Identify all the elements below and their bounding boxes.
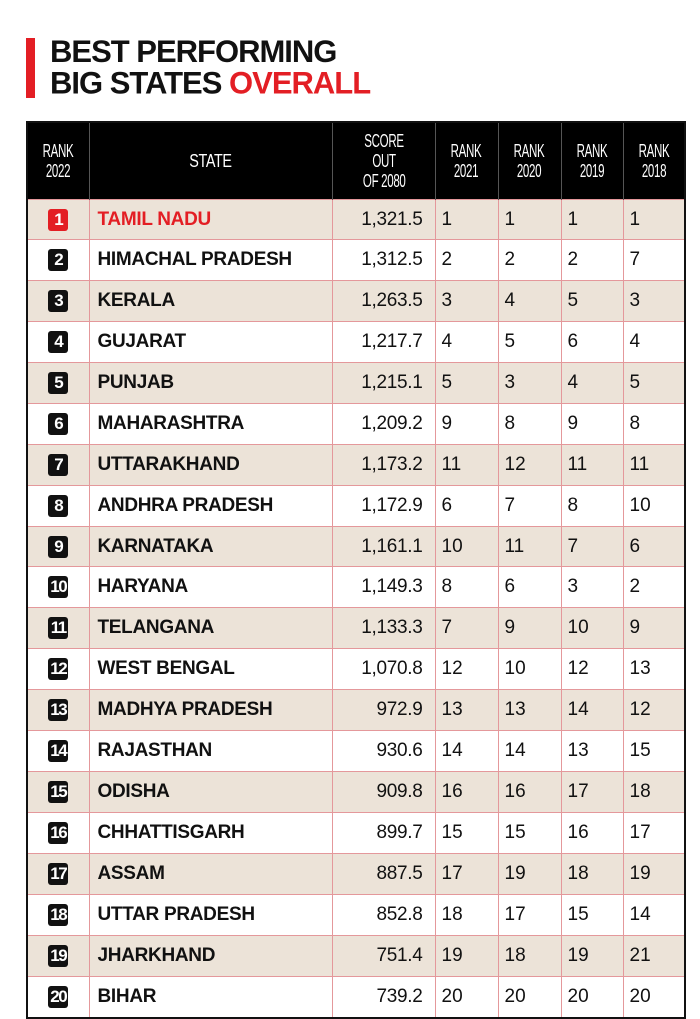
header-rank-2019: RANK 2019 bbox=[561, 122, 623, 200]
table-row bbox=[27, 200, 685, 240]
rank-2019-cell: 17 bbox=[561, 772, 623, 813]
table-row bbox=[27, 936, 685, 977]
table-row bbox=[27, 404, 685, 445]
table-row bbox=[27, 649, 685, 690]
rank-2018-cell: 19 bbox=[623, 854, 685, 895]
table-row bbox=[27, 322, 685, 363]
rank-cell bbox=[27, 486, 89, 527]
rank-badge: 2 bbox=[48, 249, 68, 271]
rank-2021-cell: 5 bbox=[435, 363, 498, 404]
rank-2020-cell: 19 bbox=[498, 854, 561, 895]
score-cell: 751.4 bbox=[332, 936, 435, 977]
rank-cell bbox=[27, 977, 89, 1019]
rank-cell bbox=[27, 813, 89, 854]
rank-cell bbox=[27, 445, 89, 486]
score-cell: 739.2 bbox=[332, 977, 435, 1019]
table-row bbox=[27, 527, 685, 567]
rank-2019-cell: 1 bbox=[561, 200, 623, 240]
state-name: TELANGANA bbox=[89, 608, 332, 649]
rank-2018-cell: 9 bbox=[623, 608, 685, 649]
rank-2018-cell: 17 bbox=[623, 813, 685, 854]
rank-2021-cell: 6 bbox=[435, 486, 498, 527]
rank-2019-cell: 5 bbox=[561, 281, 623, 322]
state-name: HIMACHAL PRADESH bbox=[89, 240, 332, 281]
rank-badge: 1 bbox=[48, 209, 68, 231]
table-row bbox=[27, 977, 685, 1019]
state-name: HARYANA bbox=[89, 567, 332, 608]
score-cell: 852.8 bbox=[332, 895, 435, 936]
state-name: KERALA bbox=[89, 281, 332, 322]
rank-2020-cell: 3 bbox=[498, 363, 561, 404]
score-cell: 909.8 bbox=[332, 772, 435, 813]
rank-2018-cell: 3 bbox=[623, 281, 685, 322]
state-name: TAMIL NADU bbox=[89, 200, 332, 240]
score-cell: 899.7 bbox=[332, 813, 435, 854]
rank-2021-cell: 9 bbox=[435, 404, 498, 445]
state-name: UTTAR PRADESH bbox=[89, 895, 332, 936]
table-row bbox=[27, 363, 685, 404]
rank-2020-cell: 20 bbox=[498, 977, 561, 1019]
rank-cell bbox=[27, 527, 89, 567]
rank-2021-cell: 11 bbox=[435, 445, 498, 486]
score-cell: 1,263.5 bbox=[332, 281, 435, 322]
rank-2019-cell: 18 bbox=[561, 854, 623, 895]
rank-2020-cell: 13 bbox=[498, 690, 561, 731]
table-header-row bbox=[27, 122, 685, 200]
rank-2019-cell: 20 bbox=[561, 977, 623, 1019]
state-name: MAHARASHTRA bbox=[89, 404, 332, 445]
rank-2020-cell: 11 bbox=[498, 527, 561, 567]
rank-badge: 4 bbox=[48, 331, 68, 353]
rank-cell bbox=[27, 690, 89, 731]
rank-2020-cell: 10 bbox=[498, 649, 561, 690]
header-rank-2018: RANK 2018 bbox=[623, 122, 685, 200]
rank-badge: 19 bbox=[48, 945, 68, 967]
rank-2019-cell: 10 bbox=[561, 608, 623, 649]
state-name: CHHATTISGARH bbox=[89, 813, 332, 854]
rank-2019-cell: 9 bbox=[561, 404, 623, 445]
rank-2020-cell: 2 bbox=[498, 240, 561, 281]
header-state: STATE bbox=[89, 122, 332, 200]
rank-2018-cell: 18 bbox=[623, 772, 685, 813]
rank-2021-cell: 17 bbox=[435, 854, 498, 895]
rank-2019-cell: 15 bbox=[561, 895, 623, 936]
score-cell: 1,217.7 bbox=[332, 322, 435, 363]
title-line-1: BEST PERFORMING bbox=[50, 33, 337, 70]
score-cell: 1,209.2 bbox=[332, 404, 435, 445]
rank-2020-cell: 16 bbox=[498, 772, 561, 813]
rank-2018-cell: 1 bbox=[623, 200, 685, 240]
score-cell: 1,173.2 bbox=[332, 445, 435, 486]
rank-2018-cell: 6 bbox=[623, 527, 685, 567]
rank-2019-cell: 2 bbox=[561, 240, 623, 281]
rank-cell bbox=[27, 281, 89, 322]
table-row bbox=[27, 731, 685, 772]
rank-cell bbox=[27, 404, 89, 445]
rank-2021-cell: 19 bbox=[435, 936, 498, 977]
state-name: PUNJAB bbox=[89, 363, 332, 404]
rank-2019-cell: 4 bbox=[561, 363, 623, 404]
rank-2020-cell: 9 bbox=[498, 608, 561, 649]
rank-2018-cell: 2 bbox=[623, 567, 685, 608]
rank-cell bbox=[27, 200, 89, 240]
rank-2018-cell: 13 bbox=[623, 649, 685, 690]
score-cell: 1,312.5 bbox=[332, 240, 435, 281]
rank-cell bbox=[27, 854, 89, 895]
state-name: ASSAM bbox=[89, 854, 332, 895]
rank-cell bbox=[27, 772, 89, 813]
table-body bbox=[27, 200, 685, 1019]
state-name: BIHAR bbox=[89, 977, 332, 1019]
rank-2020-cell: 8 bbox=[498, 404, 561, 445]
rank-cell bbox=[27, 240, 89, 281]
rank-badge: 9 bbox=[48, 536, 68, 558]
state-name: RAJASTHAN bbox=[89, 731, 332, 772]
rank-2021-cell: 16 bbox=[435, 772, 498, 813]
state-name: UTTARAKHAND bbox=[89, 445, 332, 486]
table-row bbox=[27, 772, 685, 813]
title-accent-bar bbox=[26, 38, 35, 98]
rank-2018-cell: 20 bbox=[623, 977, 685, 1019]
state-name: WEST BENGAL bbox=[89, 649, 332, 690]
table-row bbox=[27, 567, 685, 608]
table-row bbox=[27, 854, 685, 895]
rank-2020-cell: 4 bbox=[498, 281, 561, 322]
table-row bbox=[27, 813, 685, 854]
rank-2020-cell: 14 bbox=[498, 731, 561, 772]
state-name: ANDHRA PRADESH bbox=[89, 486, 332, 527]
rank-cell bbox=[27, 936, 89, 977]
rank-badge: 13 bbox=[48, 699, 68, 721]
score-cell: 1,172.9 bbox=[332, 486, 435, 527]
rank-cell bbox=[27, 731, 89, 772]
table-row bbox=[27, 690, 685, 731]
table-row bbox=[27, 486, 685, 527]
rank-cell bbox=[27, 895, 89, 936]
rank-2020-cell: 12 bbox=[498, 445, 561, 486]
header-rank-2021: RANK 2021 bbox=[435, 122, 498, 200]
rank-cell bbox=[27, 322, 89, 363]
rank-cell bbox=[27, 608, 89, 649]
rank-badge: 12 bbox=[48, 658, 68, 680]
state-name: KARNATAKA bbox=[89, 527, 332, 567]
rank-badge: 6 bbox=[48, 413, 68, 435]
rank-2021-cell: 10 bbox=[435, 527, 498, 567]
rank-2019-cell: 13 bbox=[561, 731, 623, 772]
rank-cell bbox=[27, 363, 89, 404]
rank-badge: 14 bbox=[48, 740, 68, 762]
header-rank-2022: RANK 2022 bbox=[27, 122, 89, 200]
rank-2021-cell: 3 bbox=[435, 281, 498, 322]
rank-badge: 8 bbox=[48, 495, 68, 517]
rank-2018-cell: 14 bbox=[623, 895, 685, 936]
title-line-2-accent: OVERALL bbox=[229, 64, 371, 101]
rank-2021-cell: 15 bbox=[435, 813, 498, 854]
score-cell: 1,133.3 bbox=[332, 608, 435, 649]
state-name: JHARKHAND bbox=[89, 936, 332, 977]
rank-2021-cell: 8 bbox=[435, 567, 498, 608]
rank-2020-cell: 7 bbox=[498, 486, 561, 527]
rank-2021-cell: 12 bbox=[435, 649, 498, 690]
rank-badge: 15 bbox=[48, 781, 68, 803]
rank-2021-cell: 2 bbox=[435, 240, 498, 281]
title-line-2 bbox=[50, 64, 371, 101]
rank-2020-cell: 18 bbox=[498, 936, 561, 977]
rank-2019-cell: 3 bbox=[561, 567, 623, 608]
rank-badge: 17 bbox=[48, 863, 68, 885]
rank-2018-cell: 12 bbox=[623, 690, 685, 731]
page-title bbox=[50, 33, 371, 101]
score-cell: 1,215.1 bbox=[332, 363, 435, 404]
rank-2021-cell: 1 bbox=[435, 200, 498, 240]
rank-2018-cell: 8 bbox=[623, 404, 685, 445]
rank-2018-cell: 15 bbox=[623, 731, 685, 772]
rank-2018-cell: 4 bbox=[623, 322, 685, 363]
rank-2020-cell: 5 bbox=[498, 322, 561, 363]
rank-2021-cell: 18 bbox=[435, 895, 498, 936]
rank-badge: 11 bbox=[48, 617, 68, 639]
score-cell: 1,161.1 bbox=[332, 527, 435, 567]
rank-2019-cell: 6 bbox=[561, 322, 623, 363]
rank-cell bbox=[27, 649, 89, 690]
rank-2020-cell: 15 bbox=[498, 813, 561, 854]
rank-2018-cell: 10 bbox=[623, 486, 685, 527]
state-name: ODISHA bbox=[89, 772, 332, 813]
rank-2019-cell: 14 bbox=[561, 690, 623, 731]
rank-2018-cell: 11 bbox=[623, 445, 685, 486]
rank-2018-cell: 7 bbox=[623, 240, 685, 281]
score-cell: 887.5 bbox=[332, 854, 435, 895]
table-row bbox=[27, 608, 685, 649]
rank-2019-cell: 12 bbox=[561, 649, 623, 690]
rank-2021-cell: 14 bbox=[435, 731, 498, 772]
rank-2018-cell: 21 bbox=[623, 936, 685, 977]
score-cell: 930.6 bbox=[332, 731, 435, 772]
table-row bbox=[27, 895, 685, 936]
title-line-2-prefix: BIG STATES bbox=[50, 64, 230, 101]
rank-2021-cell: 13 bbox=[435, 690, 498, 731]
rank-2021-cell: 4 bbox=[435, 322, 498, 363]
table-row bbox=[27, 445, 685, 486]
rank-2019-cell: 8 bbox=[561, 486, 623, 527]
score-cell: 1,321.5 bbox=[332, 200, 435, 240]
rank-badge: 18 bbox=[48, 904, 68, 926]
score-cell: 1,149.3 bbox=[332, 567, 435, 608]
rank-cell bbox=[27, 567, 89, 608]
rank-badge: 20 bbox=[48, 986, 68, 1008]
rank-2021-cell: 20 bbox=[435, 977, 498, 1019]
rank-2019-cell: 16 bbox=[561, 813, 623, 854]
rank-badge: 7 bbox=[48, 454, 68, 476]
rank-2019-cell: 19 bbox=[561, 936, 623, 977]
table-row bbox=[27, 281, 685, 322]
rank-2019-cell: 7 bbox=[561, 527, 623, 567]
state-name: MADHYA PRADESH bbox=[89, 690, 332, 731]
header-score: SCORE OUT OF 2080 bbox=[332, 122, 435, 200]
rank-badge: 10 bbox=[48, 576, 68, 598]
score-cell: 972.9 bbox=[332, 690, 435, 731]
rank-2021-cell: 7 bbox=[435, 608, 498, 649]
rank-badge: 3 bbox=[48, 290, 68, 312]
rank-badge: 5 bbox=[48, 372, 68, 394]
rank-2020-cell: 17 bbox=[498, 895, 561, 936]
rank-2018-cell: 5 bbox=[623, 363, 685, 404]
rank-badge: 16 bbox=[48, 822, 68, 844]
rank-2020-cell: 6 bbox=[498, 567, 561, 608]
rank-2020-cell: 1 bbox=[498, 200, 561, 240]
rankings-table bbox=[26, 121, 686, 1019]
rank-2019-cell: 11 bbox=[561, 445, 623, 486]
score-cell: 1,070.8 bbox=[332, 649, 435, 690]
state-name: GUJARAT bbox=[89, 322, 332, 363]
table-row bbox=[27, 240, 685, 281]
header-rank-2020: RANK 2020 bbox=[498, 122, 561, 200]
